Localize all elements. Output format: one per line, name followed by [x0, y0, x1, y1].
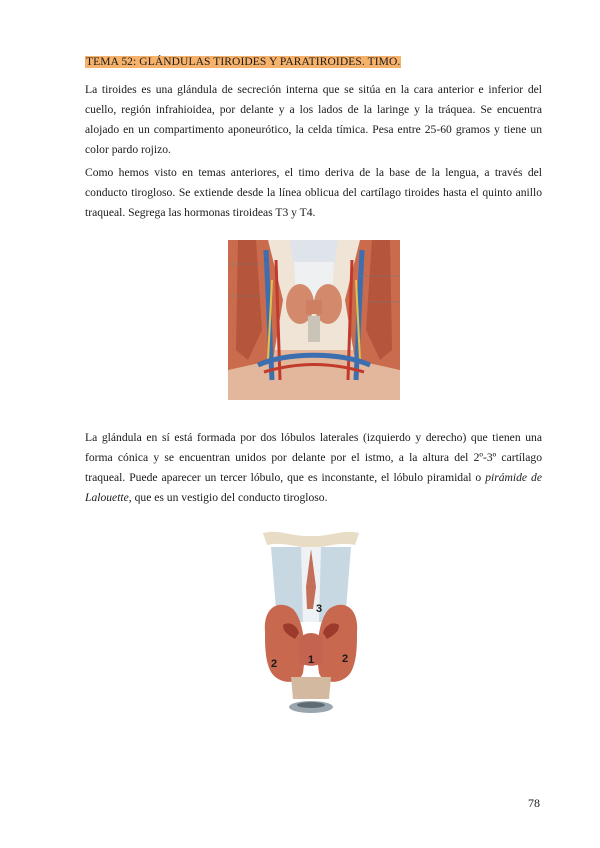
page-number: 78	[528, 796, 540, 810]
label-isthmus: 1	[307, 654, 315, 666]
pyramid-lalouette-term: pirámide de Lalouette	[85, 471, 542, 504]
label-lobe-left: 2	[270, 658, 278, 670]
label-lobe-right: 2	[341, 653, 349, 665]
paragraph-structure	[85, 428, 542, 508]
page-title: TEMA 52: GLÁNDULAS TIROIDES Y PARATIROIDES. TIMO.	[86, 56, 401, 68]
paragraph-structure-end: , que es un vestigio del conducto tirogloso.	[128, 491, 328, 504]
thyroid-gland-illustration	[261, 527, 361, 720]
paragraph-origin: Como hemos visto en temas anteriores, el timo deriva de la base de la lengua, a través del conducto tirogloso. Se extiende desde la línea oblicua del cartílago tiroides hasta el quinto anillo traqueal. Segrega las hormonas tiroideas T3 y T4.	[85, 166, 542, 219]
paragraph-intro: La tiroides es una glándula de secreción interna que se sitúa en la cara anterior e inferior del cuello, región infrahioidea, por delante y a los lados de la laringe y la tráquea. Se encuentra alojado en un compartimento aponeurótico, la celda tímica. Pesa entre 25-60 gramos y tiene un color pardo rojizo.	[85, 83, 542, 156]
neck-anatomy-illustration	[228, 240, 400, 400]
paragraph-structure-text: La glándula en sí está formada por dos lóbulos laterales (izquierdo y derecho) que tienen una forma cónica y se encuentran unidos por delante por el istmo, a la altura del 2º-3º cartílago traqueal. Puede aparecer un tercer lóbulo, que es inconstante, el lóbulo piramidal o	[85, 431, 542, 484]
label-pyramidal: 3	[315, 603, 323, 615]
